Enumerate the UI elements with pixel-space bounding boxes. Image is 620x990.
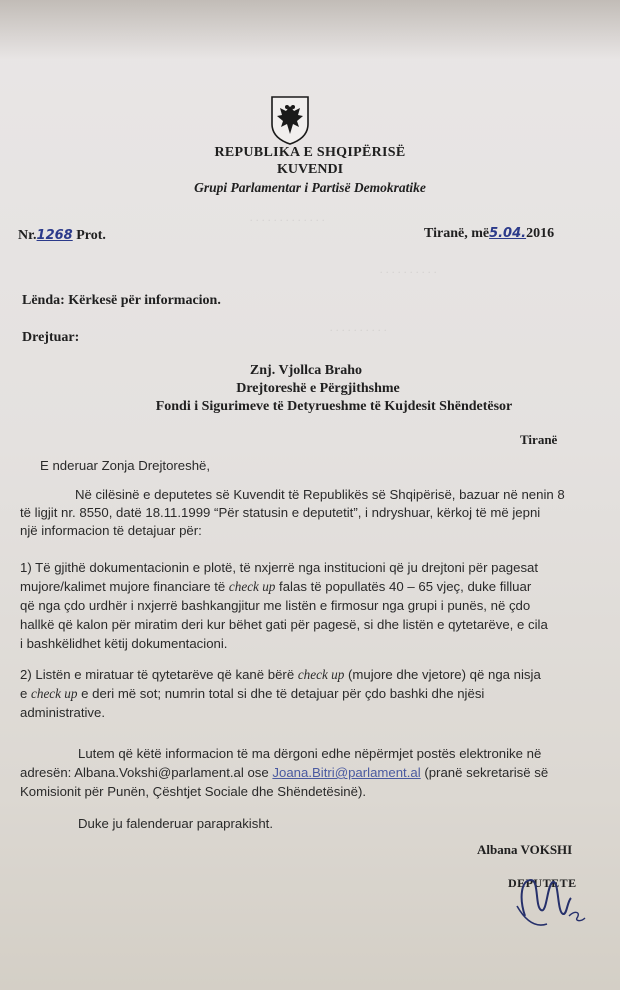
albanian-eagle-emblem-icon bbox=[269, 94, 311, 146]
item2-line-2-text-a: e bbox=[20, 686, 31, 701]
request-line-2 bbox=[20, 765, 548, 780]
protocol-reference bbox=[18, 228, 106, 244]
email-link[interactable]: Joana.Bitri@parlament.al bbox=[272, 765, 421, 780]
page-shadow bbox=[0, 0, 620, 60]
item1-line-3: që nga çdo urdhër i nxjerrë bashkangjitur me listën e firmosur nga grupi i punës, në çdo bbox=[20, 598, 531, 613]
recipient-city: Tiranë bbox=[520, 432, 558, 447]
protocol-suffix: Prot. bbox=[76, 228, 106, 243]
recipient-name: Znj. Vjollca Braho bbox=[249, 363, 363, 378]
intro-line-3: një informacion të detajuar për: bbox=[20, 523, 202, 538]
place-date-prefix: Tiranë, më bbox=[424, 226, 490, 241]
item2-line-1 bbox=[20, 667, 541, 683]
item2-line-2 bbox=[20, 686, 484, 702]
salutation: E nderuar Zonja Drejtoreshë, bbox=[40, 458, 211, 473]
item2-line-3: administrative. bbox=[20, 705, 106, 720]
show-through-marks-3: . . . . . . . . . . bbox=[330, 320, 387, 334]
show-through-marks: . . . . . . . . . . . . . bbox=[250, 210, 325, 224]
item1-line-2-text-a: mujore/kalimet mujore financiare të bbox=[20, 579, 229, 594]
item2-line-1-text-a: 2) Listën e miratuar të qytetarëve që kanë bërë bbox=[20, 667, 298, 682]
show-through-marks-2: . . . . . . . . . . bbox=[380, 262, 437, 276]
item1-line-5: i bashkëlidhet këtij dokumentacioni. bbox=[20, 636, 228, 651]
item2-checkup-term-2: check up bbox=[31, 686, 78, 701]
signatory-name: Albana VOKSHI bbox=[477, 842, 573, 857]
item1-line-4: hallkë që kalon për miratim deri kur bëhet gati për pagesë, si dhe listën e qytetarëve, e cila bbox=[20, 617, 548, 632]
intro-line-2: të ligjit nr. 8550, datë 18.11.1999 “Për statusin e deputetit”, i ndryshuar, kërkoj të më jepni bbox=[20, 505, 541, 520]
request-line-2-text-a: adresën: Albana.Vokshi@parlament.al ose bbox=[20, 765, 273, 780]
signatory-role: DEPUTETE bbox=[508, 876, 577, 890]
intro-line-1: Në cilësinë e deputetes së Kuvendit të Republikës së Shqipërisë, bazuar në nenin 8 bbox=[75, 487, 565, 502]
date-year: 2016 bbox=[526, 226, 555, 241]
item1-checkup-term: check up bbox=[228, 579, 276, 594]
protocol-prefix: Nr. bbox=[18, 228, 37, 243]
item1-line-2-text-c: falas të popullatës 40 – 65 vjeç, duke filluar bbox=[275, 579, 532, 594]
request-line-1: Lutem që këtë informacion të ma dërgoni edhe nëpërmjet postës elektronike në bbox=[78, 746, 542, 761]
item2-checkup-term-1: check up bbox=[297, 667, 345, 682]
addressed-label: Drejtuar: bbox=[22, 330, 80, 345]
item2-line-2-text-c: e deri më sot; numrin total si dhe të detajuar për çdo bashki dhe njësi bbox=[77, 686, 485, 701]
subject-line: Lënda: Kërkesë për informacion. bbox=[22, 293, 221, 308]
item1-line-1: 1) Të gjithë dokumentacionin e plotë, të nxjerrë nga institucioni që ju drejtoni për pagesat bbox=[20, 560, 539, 575]
item1-line-2 bbox=[20, 579, 531, 595]
request-line-2-text-c: (pranë sekretarisë së bbox=[420, 765, 549, 780]
recipient-title: Drejtoreshë e Përgjithshme bbox=[236, 381, 400, 396]
place-date bbox=[424, 226, 554, 242]
handwritten-date: 5.04. bbox=[489, 226, 527, 241]
handwritten-signature-icon bbox=[495, 858, 595, 938]
header-assembly: KUVENDI bbox=[276, 162, 344, 177]
protocol-number: 1268 bbox=[36, 228, 73, 243]
closing-line: Duke ju falenderuar paraprakisht. bbox=[78, 816, 273, 831]
request-line-3: Komisionit për Punën, Çështjet Sociale dhe Shëndetësinë). bbox=[20, 784, 367, 799]
header-group: Grupi Parlamentar i Partisë Demokratike bbox=[194, 180, 426, 195]
item2-line-1-text-c: (mujore dhe vjetore) që nga nisja bbox=[344, 667, 541, 682]
header-republic: REPUBLIKA E SHQIPËRISË bbox=[214, 145, 406, 160]
recipient-institution: Fondi i Sigurimeve të Detyrueshme të Kujdesit Shëndetësor bbox=[155, 399, 513, 414]
